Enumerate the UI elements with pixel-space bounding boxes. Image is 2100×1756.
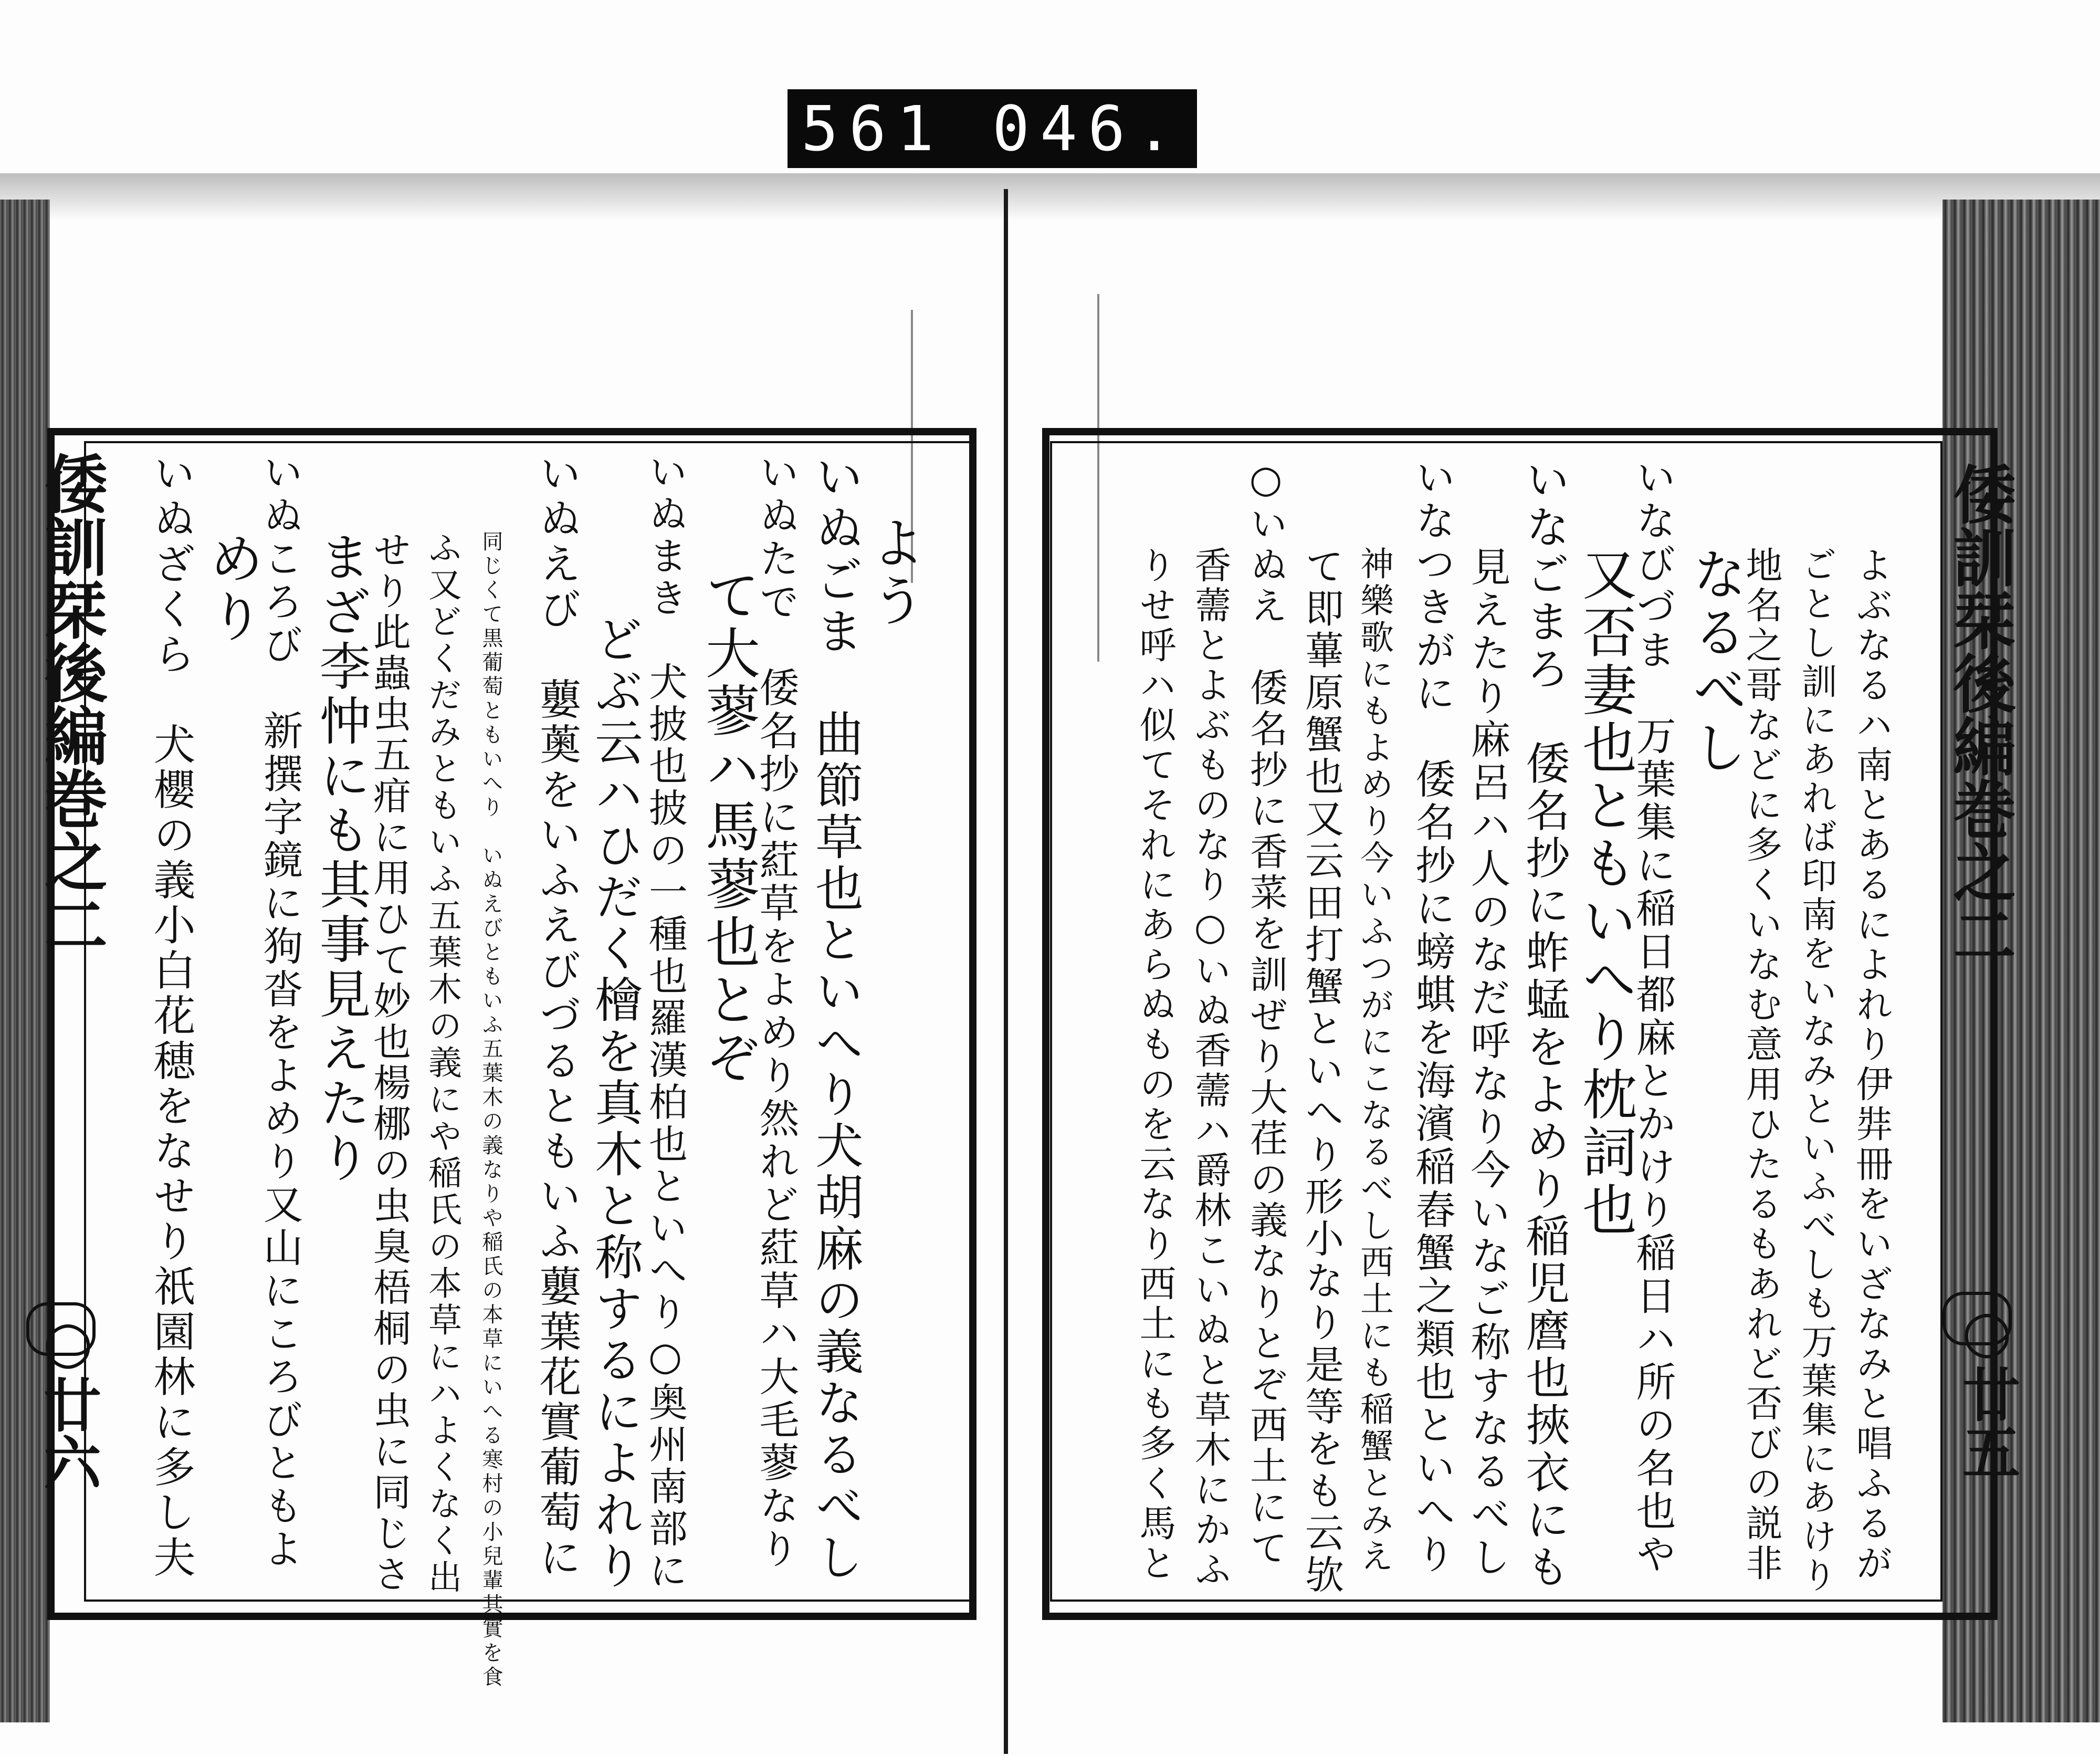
left-col-9: ふ又どくだみともいふ五葉木の義にや稲氏の本草にハよくなく出 — [423, 530, 461, 1596]
right-col-10: 神樂歌にもよめり今いふつがにこなるべし西土にも稲蟹とみえ — [1354, 546, 1393, 1575]
left-col-12: いぬころび 新撰字鏡に狗沓をよめり又山にころびともよ — [257, 452, 303, 1571]
left-col-5: いぬまき 犬披也披の一種也羅漢柏也といへり○奥州南部に — [643, 452, 688, 1592]
right-col-5: いなびづま 万葉集に稲日都麻とかけり稲日ハ所の名也や — [1630, 457, 1676, 1576]
right-running-head: 倭訓栞後編巻之二 — [1942, 462, 2017, 966]
left-col-4: て大蓼ハ馬蓼也とぞ — [696, 567, 760, 1087]
left-col-6: どぶ云ハひだく檜を真木と称するによれり — [587, 614, 643, 1592]
right-col-13: 香薷とよぶものなり○いぬ香薷ハ爵林こいぬと草木にかふ — [1189, 546, 1232, 1590]
book-gutter — [1004, 189, 1008, 1754]
right-folio: ○廿五 — [1953, 1297, 2021, 1480]
left-col-8: 同じくて黒葡萄ともいへり いぬえびともいふ五葉木の義なりや稲氏の本草にいへる寒村の小兒輩其實を食 — [479, 530, 503, 1690]
right-col-1: よぶなるハ南とあるによれり伊弉冊をいざなみと唱ふるが — [1850, 546, 1893, 1584]
left-folio: ○廿六 — [34, 1308, 102, 1491]
left-col-11: まざ李忡にも其事見えたり — [311, 530, 371, 1186]
right-col-9: いなつきがに 倭名抄に螃蜞を海濱稲舂蟹之類也といへり — [1409, 457, 1456, 1576]
right-col-6: 又否妻也ともいへり枕詞也 — [1573, 546, 1637, 1239]
book-edge-left — [0, 200, 50, 1722]
right-col-11: て即蓽原蟹也又云田打蟹といへり形小なり是等をも云欤 — [1299, 546, 1344, 1596]
left-col-2: いぬごま 曲節草也といへり犬胡麻の義なるべし — [807, 452, 864, 1584]
right-col-3: 地名之哥などに多くいなむ意用ひたるもあれど否びの説非 — [1740, 546, 1783, 1584]
left-col-14: いぬざくら 犬櫻の義小白花穂をなせり祇園林に多し夫 — [146, 452, 195, 1581]
left-running-head: 倭訓栞後編巻之二 — [34, 452, 108, 956]
right-col-14: りせ呼ハ似てそれにあらぬものを云なり西土にも多く馬と — [1133, 546, 1177, 1584]
right-col-4: なるべし — [1683, 546, 1747, 777]
right-col-12: ○いぬえ 倭名抄に香菜を訓ぜり大荏の義なりとぞ西土にて — [1244, 457, 1288, 1569]
scan-shadow — [0, 173, 2100, 221]
left-col-10: せり此蟲虫五疳に用ひて妙也楊梛の虫臭梧桐の虫に同じさ — [367, 530, 411, 1595]
left-col-7: いぬえび 蘡薁をいふえびづるともいふ蘡葉花實葡萄に — [532, 452, 581, 1581]
right-col-8: 見えたり麻呂ハ人のなだ呼なり今いなご称すなるべし — [1464, 546, 1511, 1580]
right-col-2: ごとし訓にあれば印南をいなみといふべしも万葉集にあけり — [1796, 546, 1837, 1595]
left-col-13: めり — [200, 530, 264, 646]
archive-label: 561 046. — [788, 89, 1197, 168]
left-col-3: いぬたで 倭名抄に葒草をよめり然れど葒草ハ大毛蓼なり — [753, 452, 800, 1571]
right-col-7: いなごまろ 倭名抄に蚱蜢をよめり稲児麿也挾衣にも — [1519, 457, 1570, 1591]
left-col-1: よう — [862, 515, 926, 630]
